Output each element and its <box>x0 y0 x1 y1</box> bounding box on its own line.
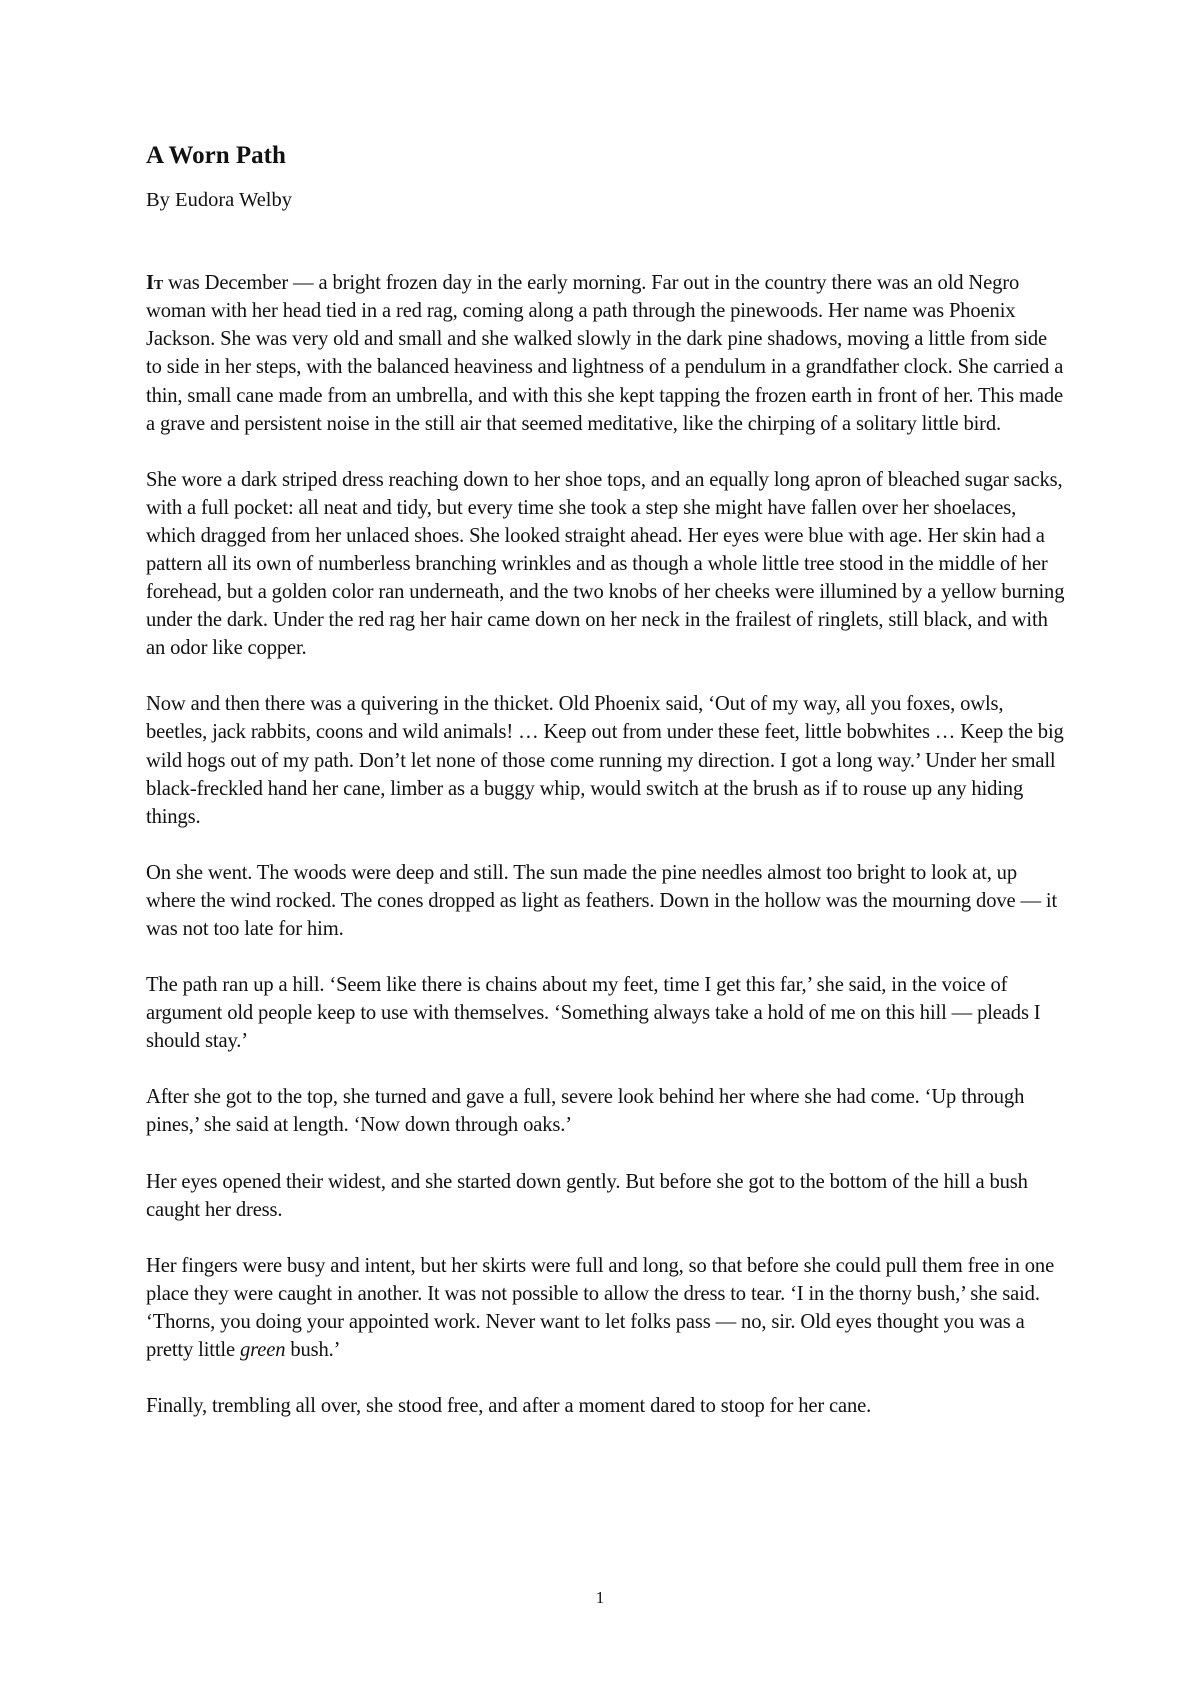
paragraph-1 <box>146 269 1066 438</box>
document-page <box>146 140 1066 1448</box>
paragraph-8-text-before: Her fingers were busy and intent, but her skirts were full and long, so that before she could pull them free in one place they were caught in another. It was not possible to allow the dress to tear. ‘I in the thorny bush,’ she said. ‘Thorns, you doing your appointed work. Never want to let folks pass — no, sir. Old eyes thought you was a pretty little <box>146 1254 1055 1362</box>
paragraph-2: She wore a dark striped dress reaching down to her shoe tops, and an equally long apron of bleached sugar sacks, with a full pocket: all neat and tidy, but every time she took a step she might have fallen over her shoelaces, which dragged from her unlaced shoes. She looked straight ahead. Her eyes were blue with age. Her skin had a pattern all its own of numberless branching wrinkles and as though a whole little tree stood in the middle of her forehead, but a golden color ran underneath, and the two knobs of her cheeks were illumined by a yellow burning under the dark. Under the red rag her hair came down on her neck in the frailest of ringlets, still black, and with an odor like copper. <box>146 468 1065 660</box>
drop-cap-lead: It <box>146 272 164 295</box>
paragraph-7: Her eyes opened their widest, and she started down gently. But before she got to the bottom of the hill a bush caught her dress. <box>146 1170 1028 1221</box>
paragraph-8-text-after: bush.’ <box>285 1339 341 1362</box>
page-number: 1 <box>595 1588 605 1607</box>
paragraph-6: After she got to the top, she turned and gave a full, severe look behind her where she had come. ‘Up through pines,’ she said at length. ‘Now down through oaks.’ <box>146 1086 1025 1137</box>
paragraph-1-text: was December — a bright frozen day in the early morning. Far out in the country there was an old Negro woman with her head tied in a red rag, coming along a path through the pinewoods. Her name was Phoenix Jackson. She was very old and small and she walked slowly in the dark pine shadows, moving a little from side to side in her steps, with the balanced heaviness and lightness of a pendulum in a grandfather clock. She carried a thin, small cane made from an umbrella, and with this she kept tapping the frozen earth in front of her. This made a grave and persistent noise in the still air that seemed meditative, like the chirping of a solitary little bird. <box>146 272 1064 435</box>
story-title: A Worn Path <box>146 142 286 169</box>
paragraph-5: The path ran up a hill. ‘Seem like there is chains about my feet, time I get this far,’ she said, in the voice of argument old people keep to use with themselves. ‘Something always take a hold of me on this hill — pleads I should stay.’ <box>146 974 1041 1053</box>
paragraph-3: Now and then there was a quivering in the thicket. Old Phoenix said, ‘Out of my way, all you foxes, owls, beetles, jack rabbits, coons and wild animals! … Keep out from under these feet, little bobwhites … Keep the big wild hogs out of my path. Don’t let none of those come running my direction. I got a long way.’ Under her small black-freckled hand her cane, limber as a buggy whip, would switch at the brush as if to rouse up any hiding things. <box>146 693 1064 828</box>
emphasis-green: green <box>239 1339 286 1362</box>
author-byline: By Eudora Welby <box>146 188 293 211</box>
paragraph-8 <box>146 1252 1066 1364</box>
paragraph-9: Finally, trembling all over, she stood free, and after a moment dared to stoop for her cane. <box>146 1395 872 1418</box>
paragraph-4: On she went. The woods were deep and still. The sun made the pine needles almost too bright to look at, up where the wind rocked. The cones dropped as light as feathers. Down in the hollow was the mourning dove — it was not too late for him. <box>146 861 1058 941</box>
story-body <box>146 269 1066 1420</box>
